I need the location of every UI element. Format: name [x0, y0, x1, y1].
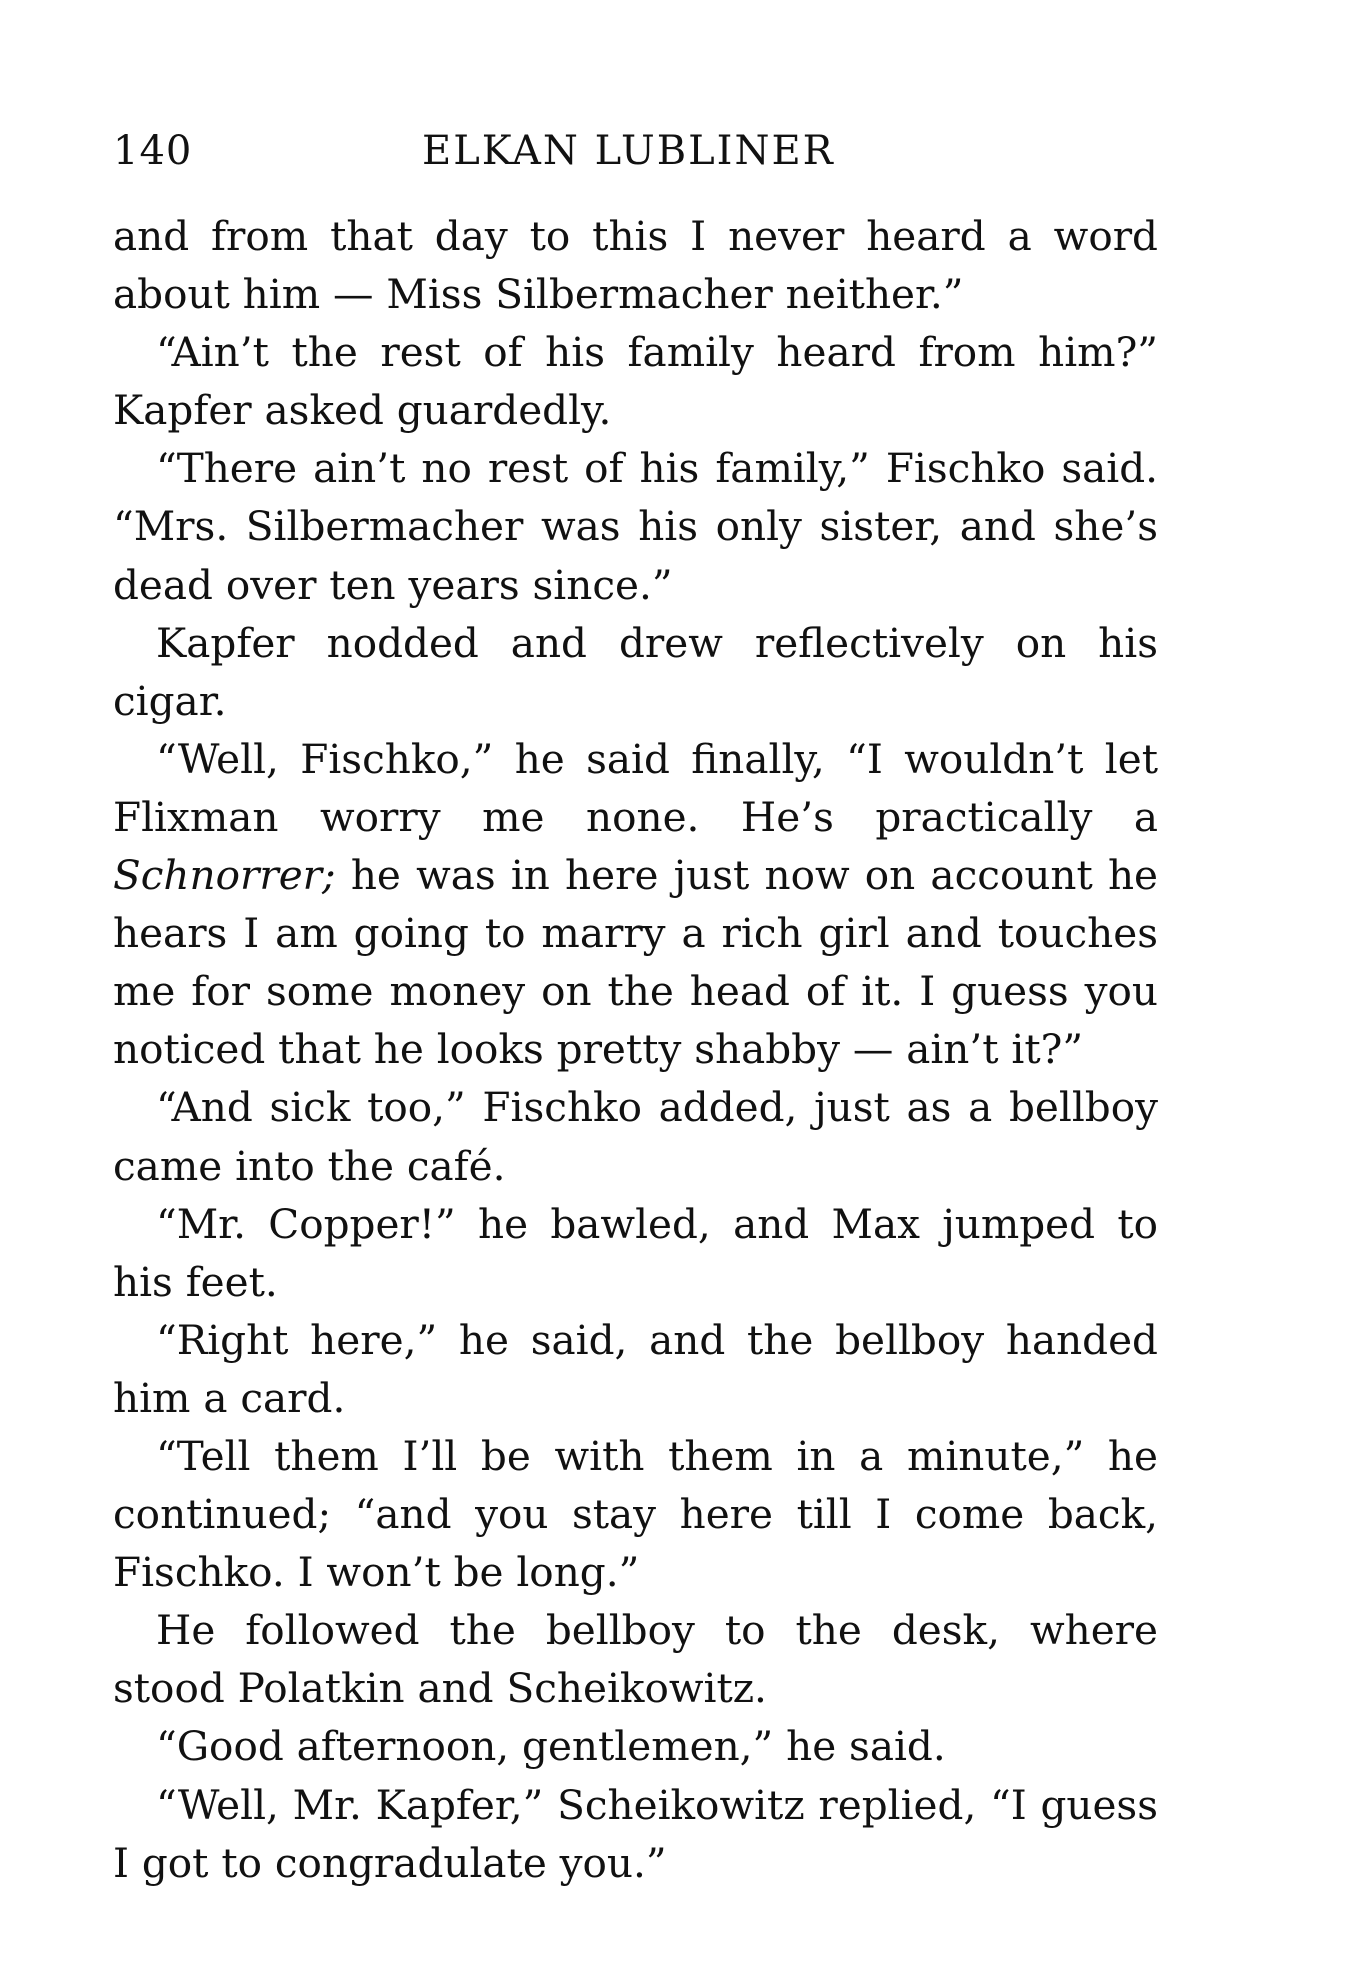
paragraph	[113, 614, 1158, 730]
paragraph	[113, 207, 1158, 323]
paragraph-text: “There ain’t no rest of his family,” Fischko said. “Mrs. Silbermacher was his only sister, and she’s dead over ten years since.”	[113, 444, 1158, 609]
paragraph-text: “Tell them I’ll be with them in a minute,” he continued; “and you stay here till I come back, Fischko. I won’t be long.”	[113, 1431, 1158, 1597]
paragraph-text: He followed the bellboy to the desk, where stood Polatkin and Scheikowitz.	[113, 1606, 1158, 1713]
body-text	[113, 207, 1158, 1927]
paragraph	[113, 730, 1158, 1079]
paragraph	[113, 1078, 1158, 1194]
paragraph-text: and from that day to this I never heard a word about him — Miss Silbermacher neither.”	[113, 212, 1158, 319]
paragraph	[113, 1311, 1158, 1427]
paragraph	[113, 1195, 1158, 1311]
paragraph-text: “Well, Fischko,” he said finally, “I wouldn’t let Flixman worry me none. He’s practically a	[113, 734, 1158, 841]
paragraph	[113, 323, 1158, 439]
paragraph-text: “Mr. Copper!” he bawled, and Max jumped to his feet.	[113, 1199, 1158, 1306]
italic-word: Schnorrer;	[113, 851, 336, 900]
paragraph-text: “And sick too,” Fischko added, just as a bellboy came into the café.	[113, 1083, 1158, 1190]
paragraph-text: Kapfer nodded and drew reflectively on his cigar.	[113, 618, 1158, 725]
paragraph-text: he was in here just now on account he hears I am going to marry a rich girl and touches me for some money on the head of it. I guess you noticed that he looks pretty shabby — ain’t it?”	[113, 851, 1158, 1074]
paragraph	[113, 439, 1158, 613]
paragraph	[113, 1601, 1158, 1717]
paragraph-text: “Ain’t the rest of his family heard from him?” Kapfer asked guardedly.	[113, 328, 1158, 435]
page-number: 140	[113, 128, 193, 174]
paragraph-text: “Right here,” he said, and the bellboy handed him a card.	[113, 1315, 1158, 1422]
paragraph-text: “Good afternoon, gentlemen,” he said.	[156, 1722, 946, 1771]
paragraph	[113, 1427, 1158, 1601]
paragraph	[113, 1717, 1158, 1775]
page-header	[113, 128, 1213, 188]
paragraph-text: “Well, Mr. Kapfer,” Scheikowitz replied, “I guess I got to congradulate you.”	[113, 1780, 1158, 1887]
paragraph	[113, 1776, 1158, 1892]
running-title: ELKAN LUBLINER	[422, 128, 835, 174]
